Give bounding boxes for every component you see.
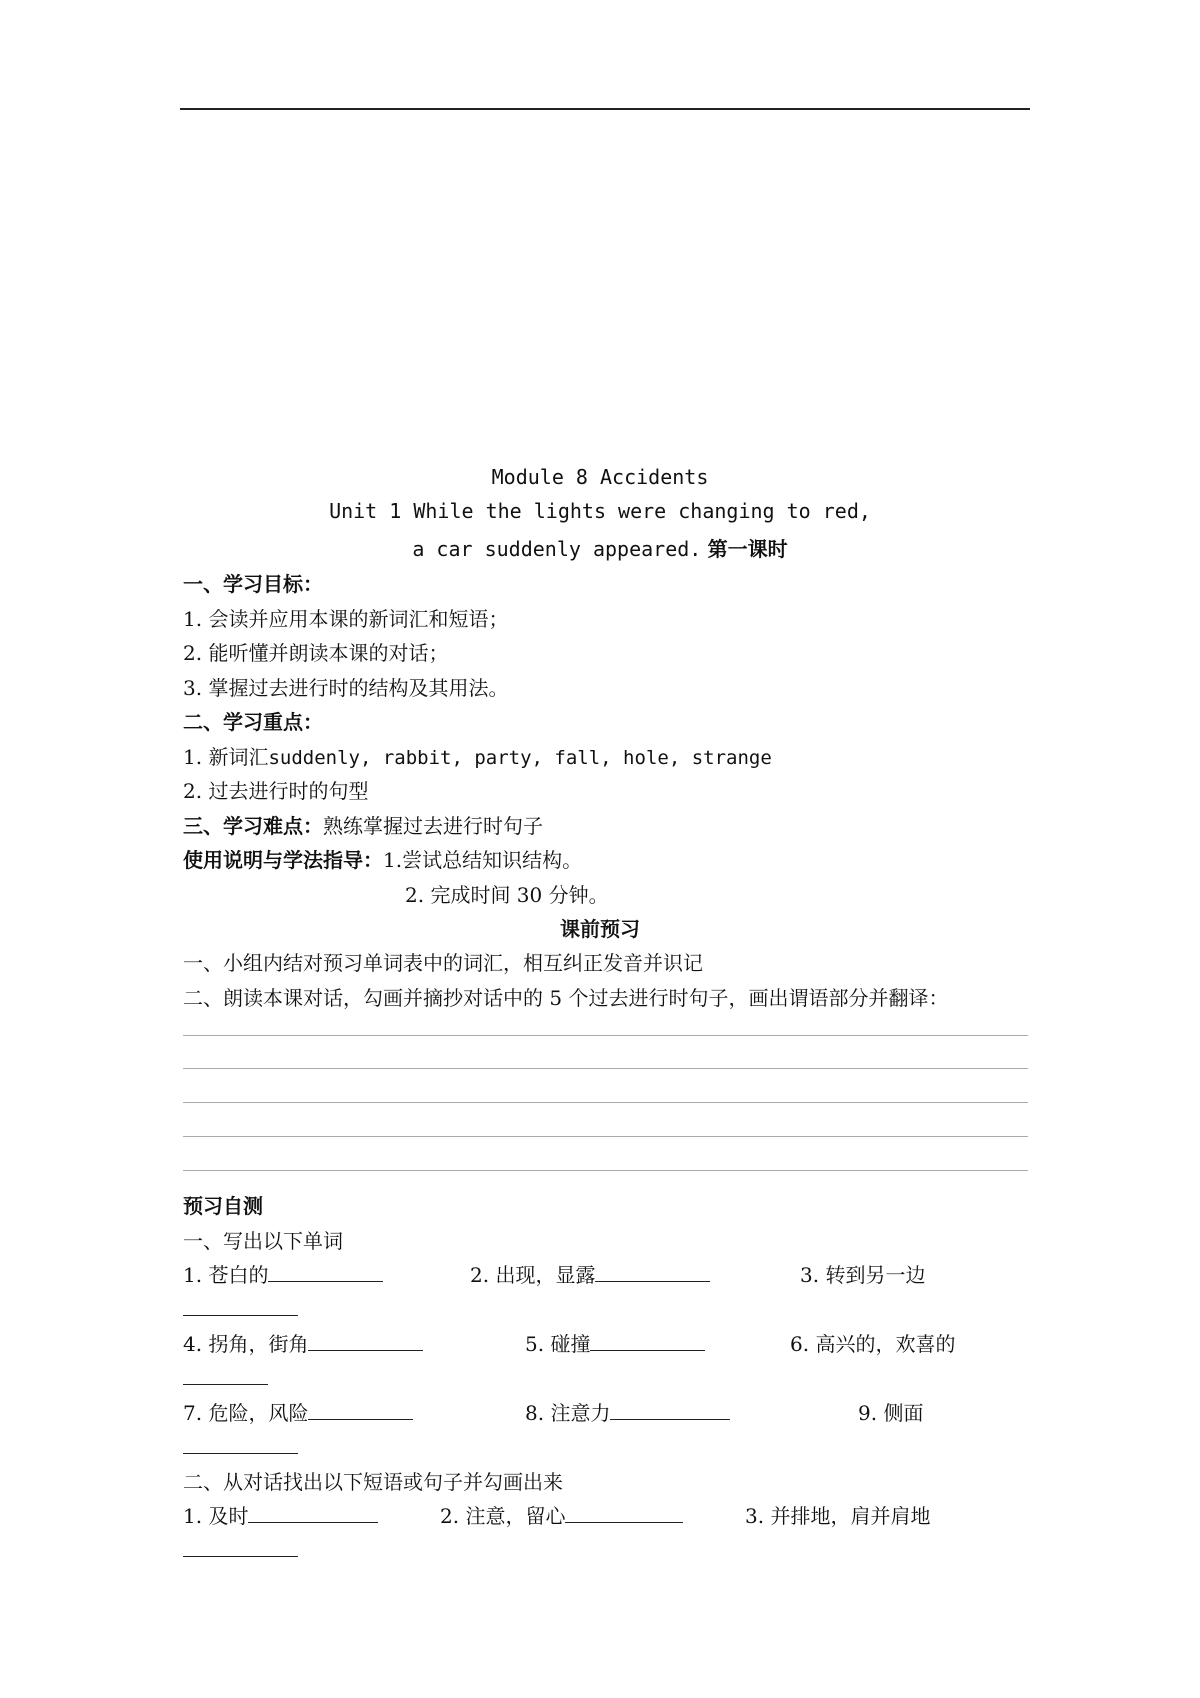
self-test-section: 一、写出以下单词 [183,1229,343,1253]
writing-line[interactable] [183,1035,1028,1036]
key-points-heading: 二、学习重点： [183,710,323,734]
answer-blank[interactable] [308,1332,423,1351]
difficulty-heading: 三、学习难点： [183,814,323,838]
answer-blank[interactable] [183,1556,298,1557]
word-item: 6. 高兴的，欢喜的 [790,1332,956,1356]
self-test-heading: 预习自测 [183,1194,263,1218]
self-test-section: 二、从对话找出以下短语或句子并勾画出来 [183,1470,563,1494]
word-prompt: 4. 拐角，街角 [183,1332,309,1356]
difficulty-text: 熟练掌握过去进行时句子 [323,814,543,838]
writing-line[interactable] [183,1068,1028,1069]
usage-item: 1.尝试总结知识结构。 [383,848,583,872]
word-prompt: 8. 注意力 [525,1401,611,1425]
word-prompt: 1. 苍白的 [183,1263,269,1287]
answer-blank[interactable] [565,1504,683,1523]
word-item: 9. 侧面 [858,1401,924,1425]
answer-blank[interactable] [308,1401,413,1420]
objectives-heading: 一、学习目标： [183,572,323,596]
word-item [470,1259,710,1288]
answer-blank[interactable] [183,1453,298,1454]
objective-item: 1. 会读并应用本课的新词汇和短语； [183,607,509,631]
phrase-item [183,1500,378,1529]
word-prompt: 2. 出现，显露 [470,1263,596,1287]
word-item [183,1328,423,1357]
answer-blank[interactable] [595,1263,710,1282]
usage-item: 2. 完成时间 30 分钟。 [405,883,609,907]
difficulty-line [183,810,543,839]
word-item [525,1397,730,1426]
word-item [525,1328,705,1357]
answer-blank[interactable] [268,1263,383,1282]
phrase-prompt: 1. 及时 [183,1504,249,1528]
answer-blank[interactable] [183,1384,268,1385]
usage-heading: 使用说明与学法指导： [183,848,383,872]
answer-blank[interactable] [248,1504,378,1523]
writing-line[interactable] [183,1136,1028,1137]
preview-task: 二、朗读本课对话，勾画并摘抄对话中的 5 个过去进行时句子，画出谓语部分并翻译： [183,986,949,1010]
phrase-item [440,1500,683,1529]
key-point-vocab [183,741,772,770]
word-item [183,1259,383,1288]
preview-heading: 课前预习 [560,917,640,941]
header-rule [180,108,1030,110]
word-item: 3. 转到另一边 [800,1263,926,1287]
writing-line[interactable] [183,1170,1028,1171]
module-title: Module 8 Accidents [491,465,709,489]
key-point-vocab-words: suddenly, rabbit, party, fall, hole, strange [268,747,772,769]
lesson-label: 第一课时 [707,537,788,561]
answer-blank[interactable] [590,1332,705,1351]
key-point-vocab-label: 1. 新词汇 [183,745,269,769]
unit-title-line1: Unit 1 While the lights were changing to red, [329,499,871,523]
word-prompt: 7. 危险，风险 [183,1401,309,1425]
answer-blank[interactable] [610,1401,730,1420]
phrase-item: 3. 并排地，肩并肩地 [745,1504,931,1528]
objective-item: 3. 掌握过去进行时的结构及其用法。 [183,676,509,700]
usage-line [183,844,582,873]
objective-item: 2. 能听懂并朗读本课的对话； [183,641,449,665]
key-point-grammar: 2. 过去进行时的句型 [183,779,369,803]
writing-line[interactable] [183,1102,1028,1103]
word-prompt: 5. 碰撞 [525,1332,591,1356]
phrase-prompt: 2. 注意，留心 [440,1504,566,1528]
answer-blank[interactable] [183,1315,298,1316]
unit-title-english: a car suddenly appeared. [412,537,702,561]
unit-title-line2 [0,533,1200,562]
word-item [183,1397,413,1426]
preview-task: 一、小组内结对预习单词表中的词汇，相互纠正发音并识记 [183,951,703,975]
